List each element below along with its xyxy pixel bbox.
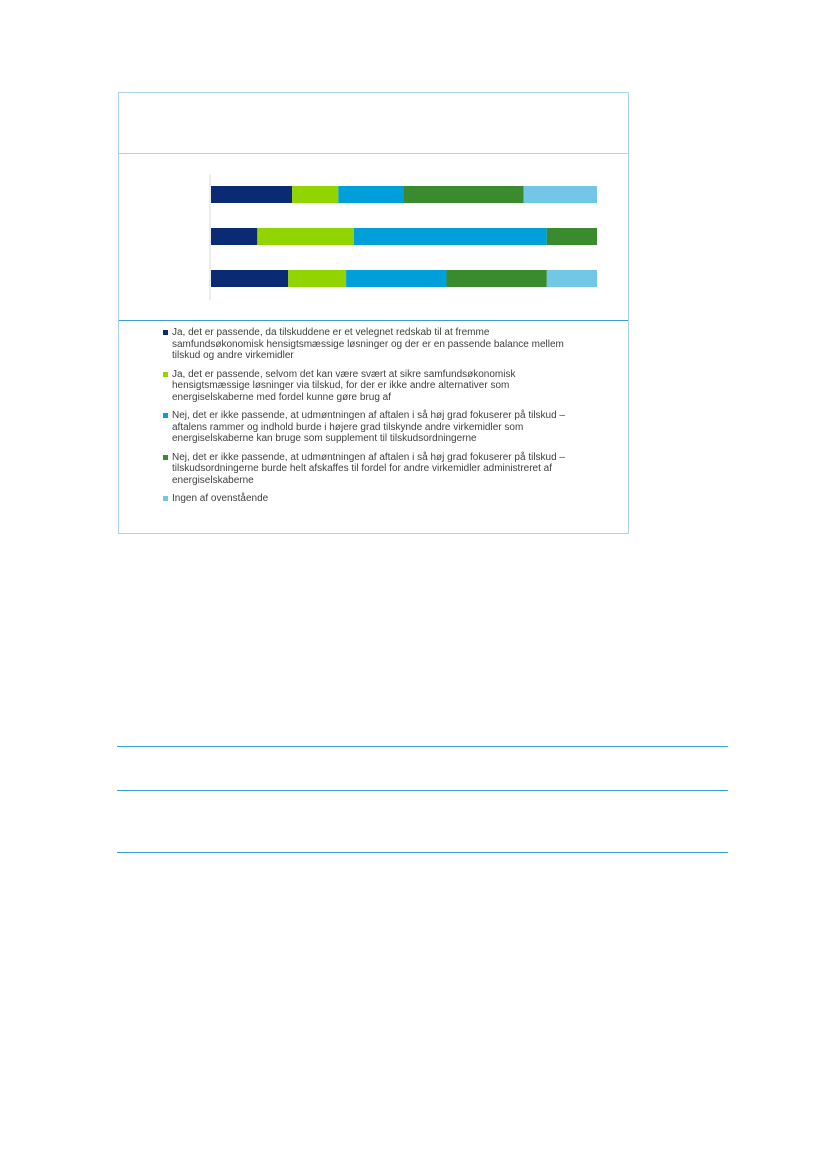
bar-segment-row3-series1 (211, 270, 288, 287)
table-rule-top (117, 746, 728, 747)
legend-swatch (163, 372, 168, 377)
legend-label: Nej, det er ikke passende, at udmøntningen af aftalen i så høj grad fokuserer på tilskud –tilskudsordningerne burde helt afskaffes til fordel for andre virkemidler administreret af energiselskaberne (172, 451, 565, 486)
legend-swatch (163, 455, 168, 460)
legend-item-5 (163, 493, 583, 505)
legend-item-1 (163, 327, 583, 362)
bar-segment-row1-series2 (292, 186, 338, 203)
table-rule-bottom (117, 852, 728, 853)
legend-label: Ja, det er passende, da tilskuddene er et velegnet redskab til at fremme samfundsøkonomisk hensigtsmæssige løsninger og der er en passende balance mellem tilskud og andre virkemidler (172, 327, 564, 361)
chart-container (118, 92, 629, 534)
bar-segment-row1-series5 (524, 186, 597, 203)
legend-swatch (163, 496, 168, 501)
bar-segment-row3-series5 (547, 270, 597, 287)
bar-segment-row1-series4 (404, 186, 524, 203)
bar-segment-row2-series2 (257, 228, 354, 245)
legend-swatch (163, 413, 168, 418)
legend-item-4 (163, 452, 583, 487)
stacked-bar-chart (119, 154, 628, 320)
bar-segment-row3-series4 (446, 270, 546, 287)
bar-segment-row1-series3 (338, 186, 404, 203)
plot-area (119, 154, 628, 321)
legend-item-2 (163, 369, 583, 404)
chart-title-area (119, 93, 628, 154)
bar-segment-row3-series3 (346, 270, 446, 287)
bar-segment-row1-series1 (211, 186, 292, 203)
legend-item-3 (163, 410, 583, 445)
bar-segment-row2-series3 (354, 228, 547, 245)
bar-segment-row2-series1 (211, 228, 257, 245)
legend-swatch (163, 330, 168, 335)
bar-segment-row3-series2 (288, 270, 346, 287)
legend-label: Ingen af ovenstående (172, 493, 269, 504)
legend-label: Ja, det er passende, selvom det kan være svært at sikre samfundsøkonomisk hensigtsmæssige løsninger via tilskud, for der er ikke andre alternativer som energiselskaberne med fordel kunne gøre brug af (172, 368, 516, 403)
chart-legend (163, 327, 583, 512)
bar-segment-row2-series4 (547, 228, 597, 245)
legend-label: Nej, det er ikke passende, at udmøntningen af aftalen i så høj grad fokuserer på tilskud – aftalens rammer og indhold burde i højere grad tilskynde andre virkemidler som energiselskaberne kan bruge som supplement til tilskudsordningerne (172, 410, 565, 444)
table-rule-middle (117, 790, 728, 791)
